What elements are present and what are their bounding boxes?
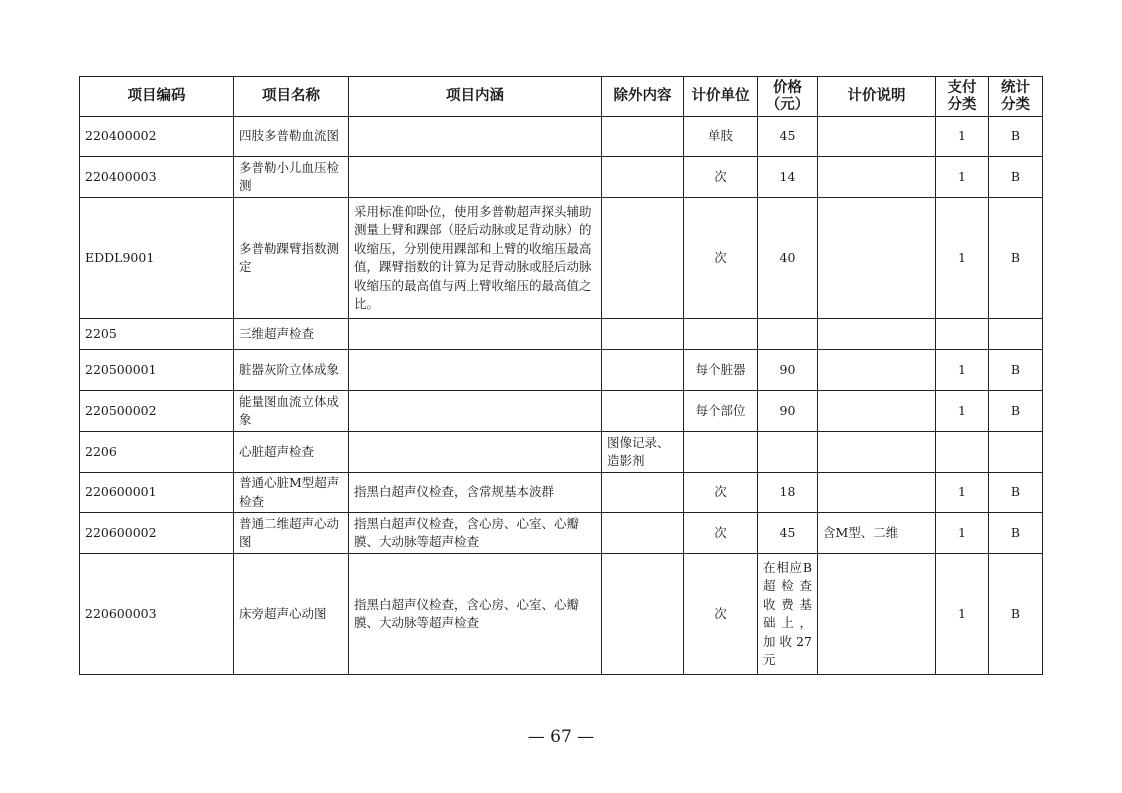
cell-unit: 次 (684, 513, 758, 554)
cell-pay: 1 (936, 554, 989, 675)
cell-content: 指黑白超声仪检查，含心房、心室、心瓣膜、大动脉等超声检查 (349, 554, 602, 675)
cell-exclusion (602, 319, 684, 350)
cell-pay: 1 (936, 473, 989, 513)
cell-pay (936, 319, 989, 350)
table-row (80, 391, 1043, 432)
table-header-row (80, 77, 1043, 117)
cell-content (349, 432, 602, 473)
cell-unit (684, 432, 758, 473)
cell-name: 床旁超声心动图 (234, 554, 349, 675)
table-row (80, 319, 1043, 350)
cell-pay (936, 432, 989, 473)
cell-stat (989, 319, 1043, 350)
header-unit: 计价单位 (684, 77, 758, 117)
cell-code: 2206 (80, 432, 234, 473)
cell-price: 90 (758, 391, 818, 432)
cell-stat (989, 432, 1043, 473)
cell-exclusion (602, 198, 684, 319)
cell-name: 能量图血流立体成象 (234, 391, 349, 432)
cell-price: 45 (758, 513, 818, 554)
cell-note (818, 391, 936, 432)
cell-content (349, 319, 602, 350)
table-row (80, 350, 1043, 391)
cell-name: 三维超声检查 (234, 319, 349, 350)
fee-table (79, 76, 1043, 675)
table-row (80, 117, 1043, 157)
cell-code: EDDL9001 (80, 198, 234, 319)
cell-stat: B (989, 198, 1043, 319)
header-name: 项目名称 (234, 77, 349, 117)
cell-content (349, 391, 602, 432)
table-row (80, 432, 1043, 473)
cell-price (758, 432, 818, 473)
cell-exclusion (602, 473, 684, 513)
header-exclusion: 除外内容 (602, 77, 684, 117)
cell-content (349, 350, 602, 391)
cell-stat: B (989, 157, 1043, 198)
cell-price: 在相应B超检查收费基础上，加收27元 (758, 554, 818, 675)
cell-name: 普通心脏M型超声检查 (234, 473, 349, 513)
cell-exclusion (602, 391, 684, 432)
cell-exclusion (602, 554, 684, 675)
table-row (80, 473, 1043, 513)
table-row (80, 513, 1043, 554)
cell-stat: B (989, 473, 1043, 513)
header-note: 计价说明 (818, 77, 936, 117)
cell-unit: 每个脏器 (684, 350, 758, 391)
cell-pay: 1 (936, 198, 989, 319)
cell-note (818, 473, 936, 513)
cell-unit: 次 (684, 198, 758, 319)
table-row (80, 554, 1043, 675)
cell-note (818, 198, 936, 319)
cell-note (818, 432, 936, 473)
cell-pay: 1 (936, 391, 989, 432)
cell-stat: B (989, 391, 1043, 432)
cell-stat: B (989, 513, 1043, 554)
cell-unit: 单肢 (684, 117, 758, 157)
cell-pay: 1 (936, 157, 989, 198)
cell-content (349, 117, 602, 157)
cell-note: 含M型、二维 (818, 513, 936, 554)
cell-exclusion (602, 117, 684, 157)
cell-content: 采用标准仰卧位，使用多普勒超声探头辅助测量上臂和踝部（胫后动脉或足背动脉）的收缩压，分别使用踝部和上臂的收缩压最高值，踝臂指数的计算为足背动脉或胫后动脉收缩压的最高值与两上臂收缩压的最高值之比。 (349, 198, 602, 319)
cell-unit (684, 319, 758, 350)
cell-note (818, 157, 936, 198)
cell-code: 220400003 (80, 157, 234, 198)
cell-code: 220600003 (80, 554, 234, 675)
cell-price: 40 (758, 198, 818, 319)
cell-content: 指黑白超声仪检查，含常规基本波群 (349, 473, 602, 513)
header-stat: 统计分类 (989, 77, 1043, 117)
cell-stat: B (989, 350, 1043, 391)
cell-unit: 次 (684, 157, 758, 198)
cell-price: 90 (758, 350, 818, 391)
cell-code: 220500001 (80, 350, 234, 391)
cell-exclusion (602, 350, 684, 391)
cell-exclusion (602, 513, 684, 554)
cell-stat: B (989, 554, 1043, 675)
cell-content (349, 157, 602, 198)
cell-name: 多普勒小儿血压检测 (234, 157, 349, 198)
cell-pay: 1 (936, 117, 989, 157)
cell-code: 220600001 (80, 473, 234, 513)
cell-name: 四肢多普勒血流图 (234, 117, 349, 157)
cell-note (818, 319, 936, 350)
cell-price: 14 (758, 157, 818, 198)
header-code: 项目编码 (80, 77, 234, 117)
cell-name: 多普勒踝臂指数测定 (234, 198, 349, 319)
cell-note (818, 350, 936, 391)
header-pay: 支付分类 (936, 77, 989, 117)
cell-code: 220600002 (80, 513, 234, 554)
cell-price (758, 319, 818, 350)
cell-pay: 1 (936, 513, 989, 554)
cell-price: 45 (758, 117, 818, 157)
cell-note (818, 554, 936, 675)
page-number: — 67 — (527, 727, 595, 747)
cell-note (818, 117, 936, 157)
cell-unit: 每个部位 (684, 391, 758, 432)
cell-code: 2205 (80, 319, 234, 350)
cell-unit: 次 (684, 554, 758, 675)
cell-content: 指黑白超声仪检查，含心房、心室、心瓣膜、大动脉等超声检查 (349, 513, 602, 554)
cell-code: 220500002 (80, 391, 234, 432)
cell-unit: 次 (684, 473, 758, 513)
cell-name: 脏器灰阶立体成象 (234, 350, 349, 391)
table-row (80, 198, 1043, 319)
cell-name: 普通二维超声心动图 (234, 513, 349, 554)
cell-pay: 1 (936, 350, 989, 391)
cell-price: 18 (758, 473, 818, 513)
cell-code: 220400002 (80, 117, 234, 157)
header-content: 项目内涵 (349, 77, 602, 117)
cell-stat: B (989, 117, 1043, 157)
cell-name: 心脏超声检查 (234, 432, 349, 473)
table-row (80, 157, 1043, 198)
cell-exclusion (602, 157, 684, 198)
header-price: 价格（元） (758, 77, 818, 117)
cell-exclusion: 图像记录、造影剂 (602, 432, 684, 473)
